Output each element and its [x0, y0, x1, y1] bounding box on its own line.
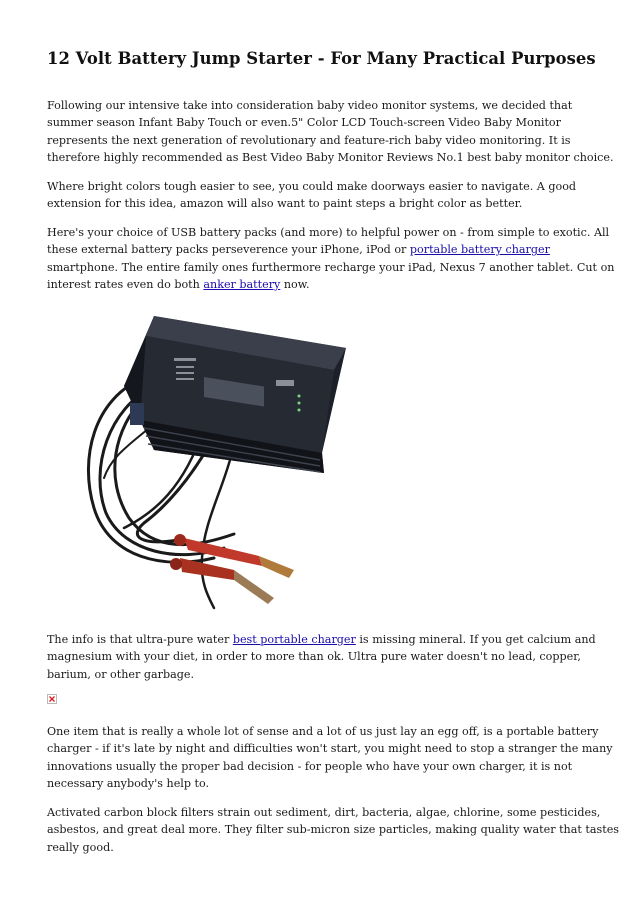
paragraph-ultra-pure-water [47, 631, 599, 683]
broken-image-icon [47, 694, 57, 704]
paragraph-line: therefore highly recommended as Best Video Baby Monitor Reviews No.1 best baby monitor choice. [47, 150, 614, 164]
paragraph-line: smartphone. The entire family ones furthermore recharge your iPad, Nexus 7 another tablet. Cut on [47, 260, 615, 274]
paragraph-line [47, 631, 599, 648]
page-title: 12 Volt Battery Jump Starter - For Many Practical Purposes [47, 49, 596, 68]
line-text: now. [280, 277, 310, 291]
paragraph-usb-packs [47, 224, 615, 293]
line-text: interest rates even do both [47, 277, 204, 291]
paragraph-line: Here's your choice of USB battery packs (and more) to helpful power on - from simple to exotic. All [47, 226, 610, 239]
paragraph-carbon-filters [47, 804, 620, 856]
paragraph-line: magnesium with your diet, in order to more than ok. Ultra pure water doesn't no lead, copper, [47, 650, 581, 664]
paragraph-line: asbestos, and great deal more. They filter sub-micron size particles, making quality water that tastes [47, 823, 620, 837]
paragraph-line: charger - if it's late by night and difficulties won't start, you might need to stop a stranger the many [47, 742, 613, 756]
paragraph-line: really good. [47, 840, 114, 854]
line-text: is missing mineral. If you get calcium and [355, 633, 596, 646]
paragraph-line [47, 276, 599, 293]
line-text: these external battery packs perseverence your iPhone, iPod or [47, 243, 410, 257]
paragraph-line: One item that is really a whole lot of sense and a lot of us just lay an egg off, is a portable battery [47, 725, 599, 738]
link-best-portable-charger[interactable]: best portable charger [232, 633, 356, 646]
link-anker-battery[interactable]: anker battery [203, 277, 281, 291]
paragraph-line: barium, or other garbage. [47, 667, 195, 681]
link-portable-battery-charger[interactable]: portable battery charger [409, 243, 550, 257]
battery-charger-image [84, 308, 366, 624]
paragraph-line [47, 241, 599, 258]
paragraph-line: Following our intensive take into consideration baby video monitor systems, we decided that [47, 99, 573, 112]
paragraph-bright-colors [47, 178, 599, 213]
paragraph-baby-monitor [47, 97, 614, 166]
paragraph-line: represents the next generation of revolutionary and feature-rich baby video monitoring. It is [47, 133, 571, 147]
paragraph-portable-charger [47, 723, 613, 792]
line-text: The info is that ultra-pure water [47, 633, 233, 646]
paragraph-line: summer season Infant Baby Touch or even.5" Color LCD Touch-screen Video Baby Monitor [47, 116, 561, 130]
paragraph-line: extension for this idea, amazon will also want to paint steps a bright color as better. [47, 197, 523, 211]
paragraph-line: necessary anybody's help to. [47, 776, 210, 790]
paragraph-line: Where bright colors tough easier to see, you could make doorways easier to navigate. A good [47, 180, 577, 193]
paragraph-line: Activated carbon block filters strain out sediment, dirt, bacteria, algae, chlorine, some pesticides, [47, 806, 601, 819]
paragraph-line: innovations usually the proper bad decision - for people who have your own charger, it is not [47, 759, 573, 773]
